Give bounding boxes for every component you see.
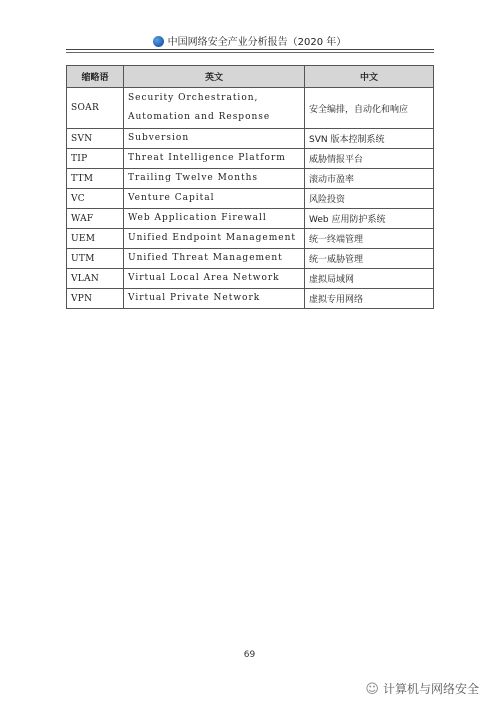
table-row	[67, 249, 434, 269]
table-row	[67, 169, 434, 189]
table-row	[67, 269, 434, 289]
cell-zh: Web 应用防护系统	[305, 209, 434, 229]
cell-zh: 虚拟局域网	[305, 269, 434, 289]
cell-zh: 安全编排，自动化和响应	[305, 88, 434, 129]
table-header-row	[67, 66, 434, 88]
cell-zh: 滚动市盈率	[305, 169, 434, 189]
cell-abbr: TTM	[67, 169, 124, 189]
table-row	[67, 209, 434, 229]
cell-abbr: UEM	[67, 229, 124, 249]
wechat-icon: ☺	[365, 682, 379, 697]
table-row	[67, 129, 434, 149]
cell-abbr: WAF	[67, 209, 124, 229]
header-rule	[66, 49, 434, 50]
cell-en: Unified Threat Management	[124, 249, 305, 269]
logo-icon	[153, 36, 164, 47]
cell-abbr: SVN	[67, 129, 124, 149]
table-row	[67, 229, 434, 249]
watermark-text: 计算机与网络安全	[382, 682, 479, 696]
column-header-zh: 中文	[305, 66, 434, 88]
header-rule-thin	[66, 52, 434, 53]
cell-zh: SVN 版本控制系统	[305, 129, 434, 149]
cell-abbr: VC	[67, 189, 124, 209]
cell-en: Threat Intelligence Platform	[124, 149, 305, 169]
abbreviation-table	[66, 65, 434, 309]
table-row	[67, 88, 434, 129]
watermark	[365, 680, 479, 697]
table-row	[67, 289, 434, 309]
cell-zh: 风险投资	[305, 189, 434, 209]
page-header	[0, 33, 499, 48]
cell-abbr: SOAR	[67, 88, 124, 129]
report-title: 中国网络安全产业分析报告（2020 年）	[167, 37, 347, 48]
cell-abbr: VPN	[67, 289, 124, 309]
cell-en: Security Orchestration, Automation and Response	[124, 88, 305, 129]
cell-zh: 威胁情报平台	[305, 149, 434, 169]
table-row	[67, 149, 434, 169]
cell-zh: 统一威胁管理	[305, 249, 434, 269]
cell-en: Unified Endpoint Management	[124, 229, 305, 249]
cell-en: Virtual Private Network	[124, 289, 305, 309]
table-row	[67, 189, 434, 209]
column-header-abbr: 缩略语	[67, 66, 124, 88]
cell-en: Trailing Twelve Months	[124, 169, 305, 189]
cell-zh: 统一终端管理	[305, 229, 434, 249]
cell-en: Subversion	[124, 129, 305, 149]
cell-abbr: UTM	[67, 249, 124, 269]
cell-abbr: VLAN	[67, 269, 124, 289]
cell-en: Web Application Firewall	[124, 209, 305, 229]
column-header-en: 英文	[124, 66, 305, 88]
page-number: 69	[243, 650, 256, 660]
cell-zh: 虚拟专用网络	[305, 289, 434, 309]
cell-en: Venture Capital	[124, 189, 305, 209]
cell-abbr: TIP	[67, 149, 124, 169]
cell-en: Virtual Local Area Network	[124, 269, 305, 289]
